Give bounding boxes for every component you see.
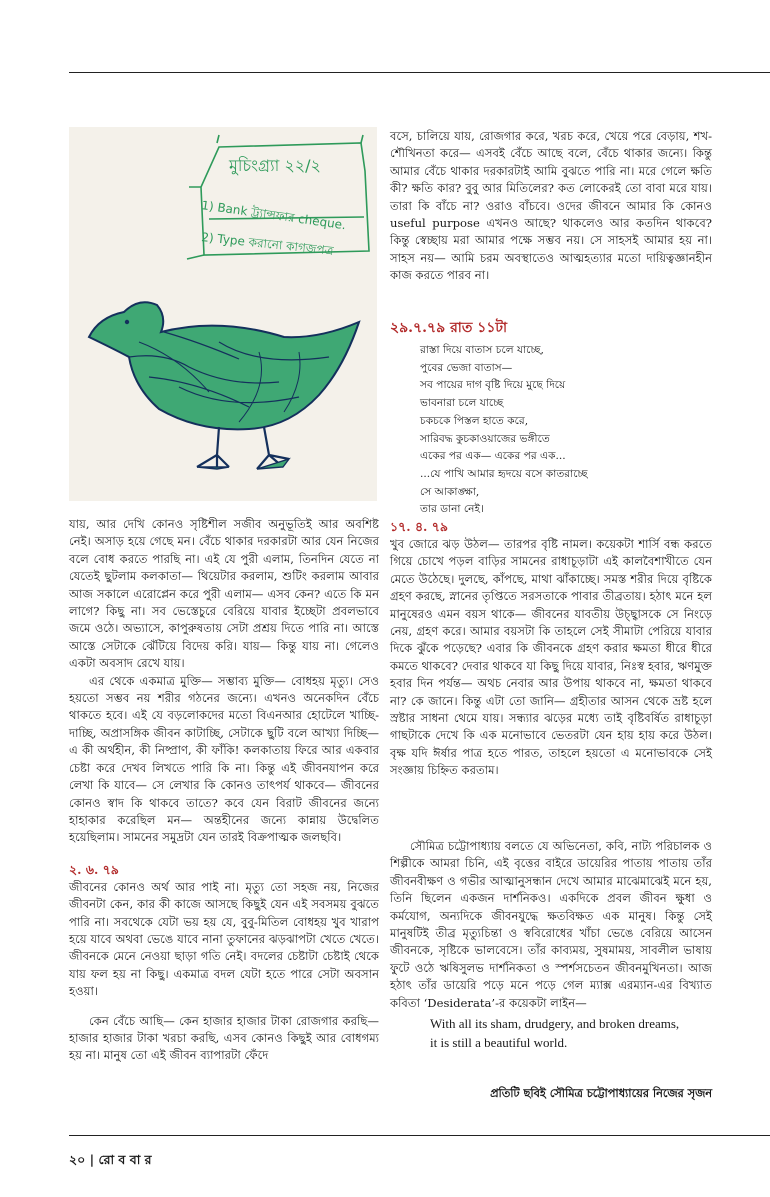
storm-paragraph: খুব জোরে ঝড় উঠল— তারপর বৃষ্টি নামল। কয়েকটা শার্সি বন্ধ করতে গিয়ে চোখে পড়ল বাড়ির সামনের রাধাচূড়াটা এই কালবৈশাখীতে যেন মেতে উঠেছে। দুলছে, কাঁপছে, মাথা ঝাঁকাচ্ছে। সমস্ত শরীর দিয়ে বৃষ্টিকে গ্রহণ করছে, স্নানের তৃপ্তিতে সরসতাকে পাবার তীব্রতায়। হঠাৎ মনে হল মানুষেরও এমন বয়স থাকে— জীবনের যাবতীয় উচ্ছ্বাসকে সে নিংড়ে নেয়, গ্রহণ করে। আমার বয়সটা কি তাহলে সেই সীমাটা পেরিয়ে যাবার দিকে ঝুঁকে পড়েছে? এবার কি জীবনকে গ্রহণ করার ক্ষমতা ধীরে ধীরে কমতে থাকবে? দেবার থাকবে যা কিছু দিয়ে যাবার, নিঃস্ব হবার, ঋণমুক্ত হবার দিন পর্যন্ত— অথচ নেবার আর উপায় থাকবে না, ক্ষমতা থাকবে না? কে জানে। কিন্তু এটা তো জানি— গ্রহীতার আসন থেকে ভ্রষ্ট হলে স্রষ্টার সাধনা থেমে যায়। সন্ধ্যার ঝড়ের মধ্যে তাই বৃষ্টিবর্ষিত রাধাচূড়া গাছটাকে দেখে কি এক মনোভাবে ভেতরটা যেন হায় হায় করে উঠল। বৃক্ষ যদি ঈর্ষার পাত্র হতে পারত, তাহলে হয়তো এ মনোভাবকে সেই সংজ্ঞায় চিহ্নিত করতাম। (390, 537, 712, 778)
note-line-3: 2) Type করানো কাগজপত্র- (200, 230, 339, 259)
left-paragraph-4: কেন বেঁচে আছি— কেন হাজার হাজার টাকা রোজগার করছি— হাজার হাজার টাকা খরচা করছি, এসব কোনও কিছুই আর বোধগম্য হয় না। মানুষ তো এই জীবন ব্যাপারটা ফেঁদে (69, 1013, 379, 1063)
note-line-2: 1) Bank ট্র্যান্সফার cheque. (200, 198, 347, 233)
poem-line: ভাবনারা চলে যাচ্ছে (420, 397, 504, 410)
desiderata-quote (430, 1014, 712, 1052)
poem-line: তার ডানা নেই। (420, 503, 484, 516)
poem-line: সে আকাঙ্ক্ষা, (420, 485, 480, 498)
poem-line: রাস্তা দিয়ে বাতাস চলে যাচ্ছে, (420, 344, 544, 356)
entry-storm-section (390, 518, 712, 780)
left-column (69, 516, 379, 1065)
top-rule (69, 72, 770, 73)
quote-line-1: With all its sham, drudgery, and broken dreams, (430, 1016, 680, 1032)
poem-line: সব পায়ের দাগ বৃষ্টি দিয়ে মুছে দিয়ে (420, 379, 566, 392)
left-paragraph-3: জীবনের কোনও অর্থ আর পাই না। মৃত্যু তো সহজ নয়, নিজের জীবনটা কেন, কার কী কাজে আসছে কিছুই যেন এই সবসময় বুঝতে পারি না। সবথেকে যেটা ভয় হয় যে, বুবু-মিতিল বোধহয় খুব খারাপ হয়ে যাবে অথবা ভেঙে যাবে নানা তুফানের ঝড়ঝাপটা খেতে খেতে। জীবনকে মেনে নেওয়া ছাড়া গতি নেই। বদলের চেষ্টাটা চেষ্টাই থেকে যায় ফল হয় না কিছু। একমাত্র বদল যেটা হতে পারে সেটা অবসান হওয়া। (69, 879, 380, 999)
poem-line: একের পর এক— একের পর এক... (420, 450, 566, 463)
left-paragraph-1: যায়, আর দেখি কোনও সৃষ্টিশীল সজীব অনুভূতিই আর অবশিষ্ট নেই। অসাড় হয়ে গেছে মন। বেঁচে থাকার দরকারটা আর যেন নিজের বলে বোধ করতে পারছি না। এই যে পুরী এলাম, তিনদিন যেতে না যেতেই ছুটলাম কলকাতা— থিয়েটার করলাম, শুটিং করলাম আবার আজ সকালে এরোপ্লেন করে পুরী এলাম— এসব কেন? এতে কি মন লাগে? কিছু না। সব ভেস্তেচুরে বেরিয়ে যাবার ইচ্ছেটা প্রবলভাবে জমে ওঠে। অভ্যাসে, কাপুরুষতায় সেটা প্রশ্রয় দিতে পারি না। আস্তে আস্তে সেটাকে ঝেঁটিয়ে বিদেয় করি। যায়— কিন্তু যায় না। গেলেও একটা অবসাদ রেখে যায়। (69, 517, 379, 671)
duck-drawing (89, 302, 359, 469)
image-credit: প্রতিটি ছবিই সৌমিত্র চট্টোপাধ্যায়ের নিজের সৃজন (490, 1086, 712, 1100)
poem (420, 342, 712, 519)
right-paragraph: বসে, চালিয়ে যায়, রোজগার করে, খরচ করে, খেয়ে পরে বেড়ায়, শখ-শৌখিনতা করে— এসবই বেঁচে আছে বলে, বেঁচে থাকার জন্যে। কিন্তু আমার বেঁচে থাকার দরকারটাই আমি বুঝতে পারি না। মরে গেলে ক্ষতি কী? ক্ষতি কার? বুবু আর মিতিলের? কত লোকেরই তো বাবা মরে যায়। তারা কি বাঁচে না? ওরাও বাঁচবে। ওদের জীবনে আমার কি কোনও useful purpose এখনও আছে? থাকলেও আর কতদিন থাকবে? কিন্তু স্বেচ্ছায় মরা আমার পক্ষে সম্ভব নয়। সে সাহসই আমার হয় না। সাহস নয়— আমি চরম অবস্থাতেও আত্মহত্যার মতো দায়িত্বজ্ঞানহীন কাজ করতে পারব না। (390, 129, 712, 283)
poem-line: চকচকে পিস্তল হাতে করে, (420, 414, 529, 427)
left-paragraph-2: এর থেকে একমাত্র মুক্তি— সম্ভাব্য মুক্তি— বোধহয় মৃত্যু। সেও হয়তো সম্ভব নয় শরীর গঠনের জন্যে। এখনও অনেকদিন বেঁচে থাকতে হবে। এই যে বড়লোকদের মতো বিএনআর হোটেলে খাচ্ছি-দাচ্ছি, অপ্রাসঙ্গিক জীবন কাটাচ্ছি, সেটাকে ছুটি বলে আখ্যা দিচ্ছি— এ কী অর্থহীন, কী নিষ্প্রাণ, কী ফাঁকি! কলকাতায় ফিরে আর একবার চেষ্টা করে দেখব লিখতে পারি কি না। কিন্তু এই জীবনযাপন করে লেখা কি যাবে— সে লেখার কি কোনও তাৎপর্য থাকবে— জীবনের কোনও স্বাদ কি থাকবে তাতে? কবে যেন বিরাট জীবনের জন্যে হাহাকার করেছিল মন— অন্তহীনের জন্যে কান্নায় উদ্বেলিত হয়েছিলাম। সামনের সমুদ্রটা যেন তারই বিক্রপাত্মক জলছবি। (69, 673, 379, 845)
poem-line: পুবের ভেজা বাতাস— (420, 361, 513, 374)
poem-line: সারিবদ্ধ কুচকাওয়াজের ভঙ্গীতে (420, 432, 550, 445)
sketch-svg (69, 127, 377, 501)
quote-line-2: it is still a beautiful world. (430, 1035, 568, 1051)
duck-sketch-illustration (69, 127, 377, 501)
entry-heading-29-7-79: ২৯.৭.৭৯ রাত ১১টা (390, 320, 508, 336)
bottom-rule (69, 1135, 770, 1136)
right-column-top (390, 128, 712, 285)
closing-section (390, 838, 712, 1052)
note-line-1: মুচিংগ্র্যা ২২/২ (229, 156, 321, 175)
entry-heading-17-4-79: ১৭. ৪. ৭৯ (390, 519, 448, 534)
closing-paragraph: সৌমিত্র চট্টোপাধ্যায় বলতে যে অভিনেতা, কবি, নাট্য পরিচালক ও শিল্পীকে আমরা চিনি, এই বৃত্তের বাইরে ডায়েরির পাতায় পাতায় তাঁর জীবনবীক্ষণ ও গভীর আত্মানুসন্ধান দেখে আমার মাঝেমাঝেই মনে হয়, তিনি ছিলেন একজন দার্শনিকও। একদিকে প্রবল জীবন ক্ষুধা ও কর্মযোগ, অন্যদিকে জীবনযুদ্ধে ক্ষতবিক্ষত এক মানুষ। কিন্তু সেই মানুষটিই তীব্র মৃত্যুচিন্তা ও স্ববিরোধের খাঁচা ভেঙে বেরিয়ে আসেন জীবনকে, সৃষ্টিকে ভালবেসে। তাঁর কাব্যময়, সুষমাময়, সাবলীল ভাষায় ফুটে ওঠে ঋষিসুলভ দার্শনিকতা ও স্পর্শসচেতন জীবনমুখিনতা। আজ হঠাৎ তাঁর ডায়েরি পড়ে মনে পড়ে গেল ম্যাক্স এরম্যান-এর বিখ্যাত কবিতা ‘Desiderata’-র কয়েকটা লাইন— (390, 839, 712, 1010)
entry-heading-2-6-79: ২. ৬. ৭৯ (69, 861, 119, 877)
poem-line: ...যে পাখি আমার হৃদয়ে বসে কাতরাচ্ছে (420, 467, 588, 480)
entry-night-section (390, 318, 712, 519)
page-footer: ২০ | রো ব বা র (69, 1152, 152, 1167)
